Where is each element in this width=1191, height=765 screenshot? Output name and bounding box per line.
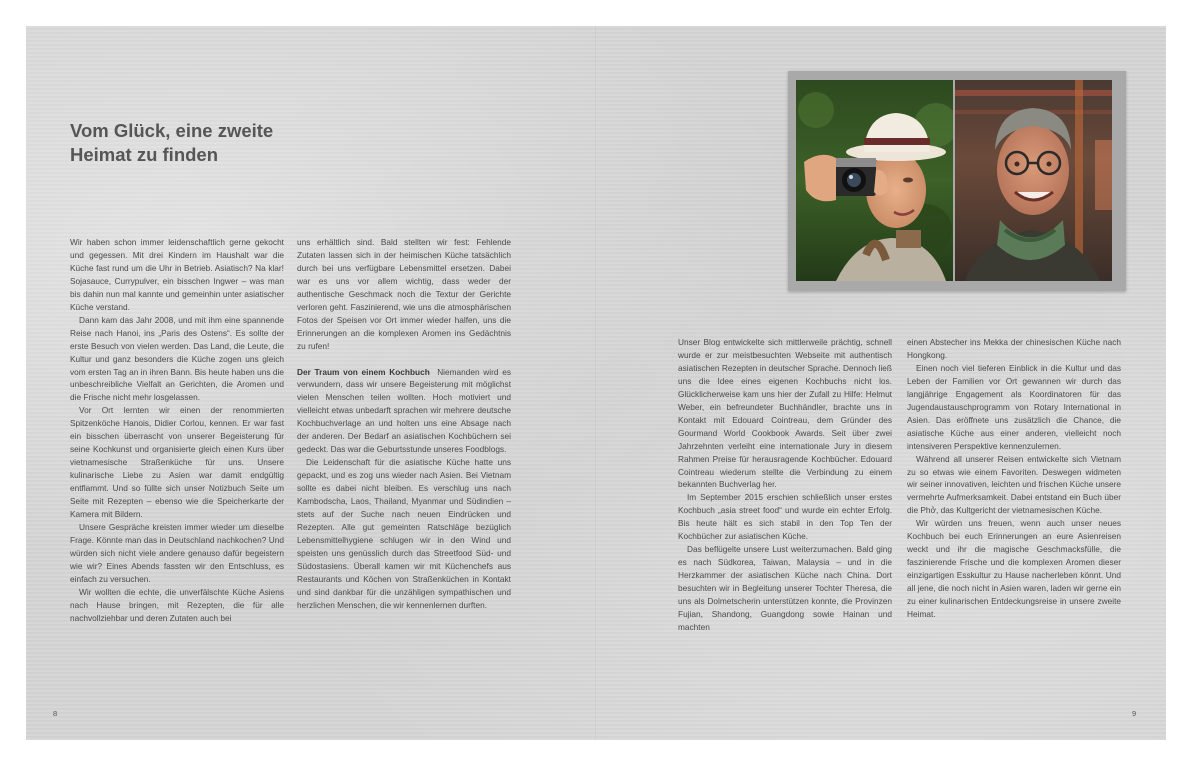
section-subhead: Der Traum von einem Kochbuch [297,366,430,377]
paragraph: Wir würden uns freuen, wenn auch unser neues Kochbuch bei euch Erinnerungen an eure Asienreisen weckt und ihr die magische Geschmacksfülle, die faszinierende Frische und die komplexen Aromen dieser einzigartigen Esskultur zu Hause nacherleben könnt. Und all jene, die noch nicht in Asien waren, laden wir gerne ein zu einer kulinarischen Entdeckungsreise in unsere zweite Heimat. [907,518,1121,620]
page-title [70,119,330,167]
title-line-2: Heimat zu finden [70,144,219,165]
author-photo-woman-with-camera [796,80,953,281]
text-column-1 [70,236,284,625]
text-column-3 [678,336,892,634]
author-photo-frame [788,71,1126,291]
page-number-right: 9 [1132,709,1137,718]
text-column-4 [907,336,1121,621]
paragraph: Im September 2015 erschien schließlich unser erstes Kochbuch „asia street food“ und wurde ein echter Erfolg. Bis heute hält es sich stabil in den Top Ten der Kochbücher zur asiatischen Küche. [678,492,892,542]
title-line-1: Vom Glück, eine zweite [70,120,274,141]
subhead-paragraph [297,366,511,457]
subhead-body: Niemanden wird es verwundern, dass wir unsere Begeisterung mit möglichst vielen Menschen teilen wollten. Hoch motiviert und vielleicht etwas unbedarft sprachen wir mehrere deutsche Kochbuchverlage an und holten uns eine Absage nach der anderen. Der Bedarf an asiatischen Kochbüchern sei gedeckt. Das war die Geburtsstunde unseres Foodblogs. [297,366,511,455]
paragraph: einen Abstecher ins Mekka der chinesischen Küche nach Hongkong. [907,337,1121,360]
paragraph: Einen noch viel tieferen Einblick in die Kultur und das Leben der Familien vor Ort gewannen wir durch das langjährige Engagement als Koordinatoren für das Jugendaustauschprogramm von Rotary International in Asien. Das eröffnete uns zusätzlich die Chance, die asiatische Küche aus einer anderen, vielleicht noch intensiveren Perspektive kennenzulernen. [907,362,1121,451]
paragraph: uns erhältlich sind. Bald stellten wir fest: Fehlende Zutaten lassen sich in der heimischen Küche tatsächlich durch bei uns verfügbare Lebensmittel ersetzen. Dabei war es uns vor allem wichtig, dass weder der authentische Geschmack noch die Textur der Gerichte verloren geht. Faszinierend, wie uns die atmosphärischen Fotos der Speisen vor Ort immer wieder halfen, uns die Erinnerungen an die komplexen Aromen ins Gedächtnis zu rufen! [297,237,511,351]
paragraph: Die Leidenschaft für die asiatische Küche hatte uns gepackt, und es zog uns wieder nach Asien. Bei Vietnam sollte es dabei nicht bleiben. Es verschlug uns nach Kambodscha, Laos, Thailand, Myanmar und Südindien – stets auf der Suche nach neuen Eindrücken und Rezepten. Alle gut gemeinten Ratschläge bezüglich Lebensmittelhygiene schlugen wir in den Wind und speisten uns genüsslich durch das Streetfood Süd- und Südostasiens. Überall kamen wir mit Küchenchefs aus Restaurants und Köchen von Straßenküchen in Kontakt und sind dankbar für die unzähligen sympathischen und herzlichen Menschen, die wir kennenlernen durften. [297,457,511,610]
page-gutter [595,26,597,740]
book-spread [26,26,1166,740]
author-photo-man-with-glasses [955,80,1112,281]
paragraph: Während all unserer Reisen entwickelte sich Vietnam zu so etwas wie einem Favoriten. Deswegen widmeten wir seiner innovativen, leichten und frischen Küche unsere vermehrte Aufmerksamkeit. Dabei entstand ein Buch über die Phở, das Kultgericht der vietnamesischen Küche. [907,453,1121,516]
paragraph: Unser Blog entwickelte sich mittlerweile prächtig, schnell wurde er zur meistbesuchten Webseite mit authentisch asiatischen Rezepten in deutscher Sprache. Dennoch ließ uns die Idee eines eigenen Kochbuchs nicht los. Glücklicherweise kam uns hier der Zufall zu Hilfe: Helmut Weber, ein befreundeter Buchhändler, brachte uns in Kontakt mit Edouard Cointreau, dem Gründer des Gourmand World Cookbook Awards. Seit über zwei Jahrzehnten verleiht eine internationale Jury in diesem Rahmen Preise für herausragende Kochbücher. Edouard Cointreau wiederum stellte die Verbindung zu einem bekannten Buchverlag her. [678,337,892,490]
paragraph: Vor Ort lernten wir einen der renommierten Spitzenköche Hanois, Didier Corlou, kennen. Er war fast ein bisschen überrascht von unserer Begeisterung für seine Kochkunst und organisierte gleich einen Kurs über vietnamesische Straßenküche für uns. Unsere kulinarische Liebe zu Asien war damit endgültig entflammt. Und so füllte sich unser Notizbuch Seite um Seite mit Rezepten – ebenso wie die Speicherkarte der Kamera mit Bildern. [70,405,284,520]
paragraph: Wir haben schon immer leidenschaftlich gerne gekocht und gegessen. Mit drei Kindern im Haushalt war die Küche fast rund um die Uhr in Betrieb. Asiatisch? Na klar! Sojasauce, Currypulver, ein bisschen Ingwer – was man bis dahin nun mal kannte und gemeinhin unter asiatischer Küche verstand. [70,237,284,312]
text-column-2 [297,236,511,612]
paragraph: Das beflügelte unsere Lust weiterzumachen. Bald ging es nach Südkorea, Taiwan, Malaysia – und in die Herzkammer der asiatischen Küche nach China. Dort besuchten wir in Begleitung unserer Tochter Theresa, die uns als Dolmetscherin unterstützen konnte, die Provinzen Fujian, Shandong, Guangdong sowie Hainan und machten [678,544,892,632]
page-number-left: 8 [53,709,58,718]
paragraph: Wir wollten die echte, die unverfälschte Küche Asiens nach Hause bringen, mit Rezepten, die für alle nachvollziehbar und deren Zutaten auch bei [70,586,284,623]
paragraph: Dann kam das Jahr 2008, und mit ihm eine spannende Reise nach Hanoi, ins „Paris des Ostens“. Es sollte der erste Besuch von vielen werden. Das Land, die Leute, die Kultur und ganz besonders die Küche zogen uns gleich vom ersten Tag an in ihren Bann. Bis heute haben uns die unbeschreibliche Vielfalt an Gerichten, die Aromen und die Frische nicht mehr losgelassen. [70,314,284,403]
paragraph: Unsere Gespräche kreisten immer wieder um dieselbe Frage. Könnte man das in Deutschland nachkochen? Und würden sich nicht viele andere genauso dafür begeistern wie wir? Eines Abends fassten wir den Entschluss, es einfach zu versuchen. [70,521,284,584]
